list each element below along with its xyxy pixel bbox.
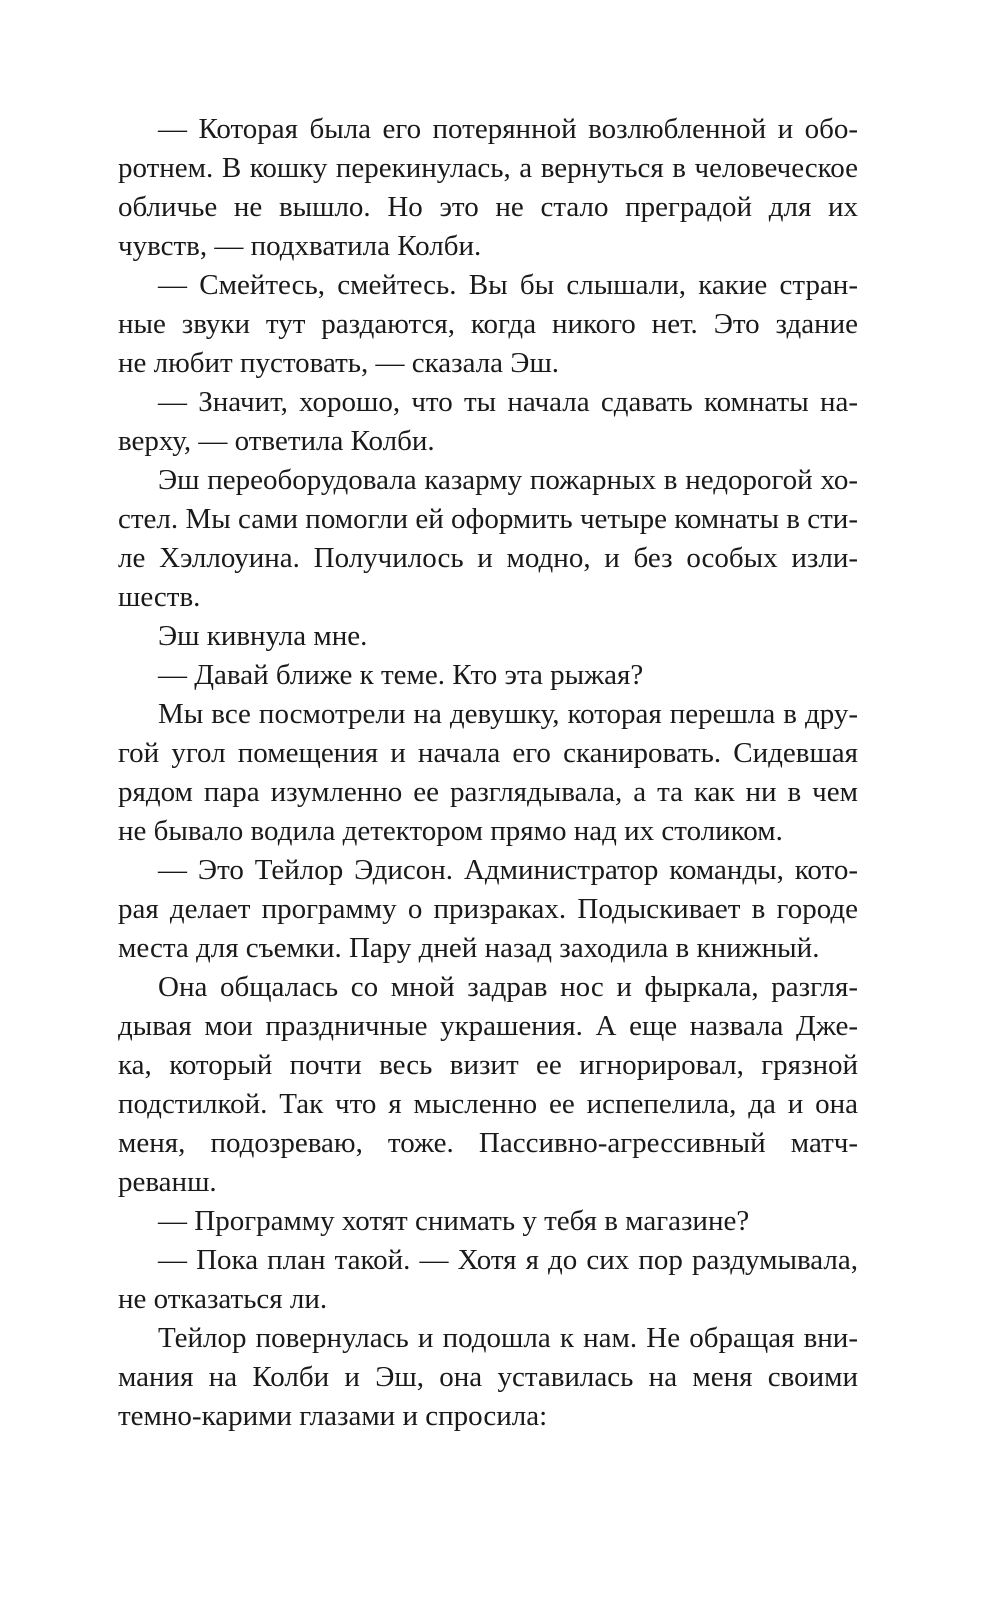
text-line: ные звуки тут раздаются, когда никого нет. Это здание [118, 308, 858, 340]
text-line: мания на Колби и Эш, она уставилась на меня своими [118, 1361, 858, 1393]
text-line: — Пока план такой. — Хотя я до сих пор раздумывала, [158, 1244, 858, 1276]
text-line: — Это Тейлор Эдисон. Администратор команды, кото- [158, 854, 858, 886]
paragraph [118, 266, 858, 383]
text-line: гой угол помещения и начала его сканировать. Сидевшая [118, 737, 858, 769]
paragraph [118, 1241, 858, 1319]
text-line: дывая мои праздничные украшения. А еще назвала Дже- [118, 1010, 858, 1042]
text-line: верху, — ответила Колби. [118, 425, 435, 457]
paragraph [118, 656, 858, 695]
paragraph [118, 695, 858, 851]
text-line: ка, который почти весь визит ее игнорировал, грязной [118, 1049, 858, 1081]
text-line: ле Хэллоуина. Получилось и модно, и без особых изли- [118, 542, 858, 574]
text-line: Эш переоборудовала казарму пожарных в недорогой хо- [158, 464, 858, 496]
book-page-text [118, 110, 858, 1436]
paragraph [118, 1202, 858, 1241]
paragraph [118, 968, 858, 1202]
text-line: шеств. [118, 581, 201, 613]
text-line: рая делает программу о призраках. Подыскивает в городе [118, 893, 858, 925]
text-line: — Значит, хорошо, что ты начала сдавать комнаты на- [158, 386, 858, 418]
paragraph [118, 851, 858, 968]
text-line: Мы все посмотрели на девушку, которая перешла в дру- [158, 698, 858, 730]
text-line: темно-карими глазами и спросила: [118, 1400, 548, 1432]
text-line: чувств, — подхватила Колби. [118, 230, 482, 262]
text-line: рядом пара изумленно ее разглядывала, а та как ни в чем [118, 776, 858, 808]
text-line: подстилкой. Так что я мысленно ее испепелила, да и она [118, 1088, 858, 1120]
text-line: Она общалась со мной задрав нос и фыркала, разгля- [158, 971, 858, 1003]
text-line: не бывало водила детектором прямо над их столиком. [118, 815, 783, 847]
text-line: Эш кивнула мне. [158, 620, 368, 652]
paragraph [118, 1319, 858, 1436]
text-line: — Смейтесь, смейтесь. Вы бы слышали, какие стран- [158, 269, 858, 301]
text-line: — Давай ближе к теме. Кто эта рыжая? [158, 659, 644, 691]
text-line: реванш. [118, 1166, 217, 1198]
text-line: стел. Мы сами помогли ей оформить четыре комнаты в сти- [118, 503, 858, 535]
paragraph [118, 461, 858, 617]
text-line: обличье не вышло. Но это не стало преградой для их [118, 191, 858, 223]
paragraph [118, 617, 858, 656]
paragraph [118, 110, 858, 266]
paragraph [118, 383, 858, 461]
text-line: Тейлор повернулась и подошла к нам. Не обращая вни- [158, 1322, 858, 1354]
text-line: меня, подозреваю, тоже. Пассивно-агрессивный матч- [118, 1127, 858, 1159]
text-line: места для съемки. Пару дней назад заходила в книжный. [118, 932, 820, 964]
text-line: — Программу хотят снимать у тебя в магазине? [158, 1205, 750, 1237]
text-line: — Которая была его потерянной возлюбленной и обо- [158, 113, 858, 145]
text-line: ротнем. В кошку перекинулась, а вернуться в человеческое [118, 152, 858, 184]
text-line: не любит пустовать, — сказала Эш. [118, 347, 560, 379]
text-line: не отказаться ли. [118, 1283, 328, 1315]
